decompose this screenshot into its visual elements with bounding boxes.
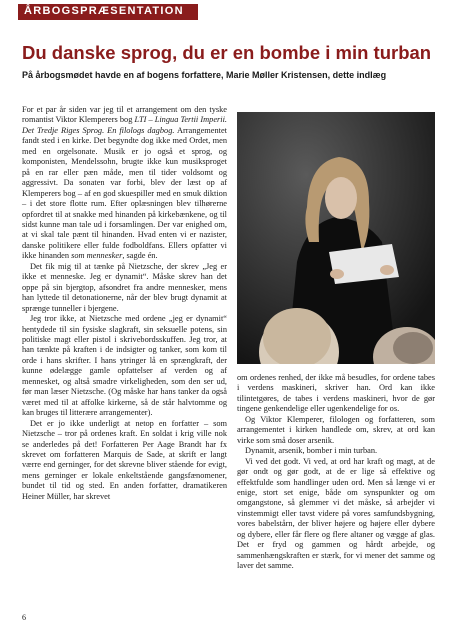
speaker-photo — [237, 112, 435, 364]
paragraph: Jeg tror ikke, at Nietzsche med ordene „jeg er dynamit“ hentydede til sin fysiske slagkraft, sin seksuelle potens, sin politiske magt eller pistol i skrivebordsskuffen. Jeg tror, at han tænkte på kraften i de indsigter og tanker, som kom til orde i hans skrifter. I hans ytringer lå en sprængkraft, der kunne ødelægge gamle opfattelser af verden og af mennesket, og altså smadre virkeligheden, som den ser ud, før man læser Nietzsche. (Og måske har hans tanker da også været med til at affolke kirkerne, så de står halvtomme og kan bruges til litterære arrangementer). — [22, 314, 227, 418]
paragraph: Og Viktor Klemperer, filologen og forfatteren, som arrangementet i kirken handlede om, skrev, at ord kan virke som små doser arsenik. — [237, 414, 435, 445]
paragraph: For et par år siden var jeg til et arrangement om den tyske romantist Viktor Klemperers bog LTI – Lingua Tertii Imperii. Det Tredje Riges Sprog. En filologs dagbog. Arrangementet fandt sted i en kirke. Det begyndte dog ikke med Ordet, men med en orgelsonate. Musik er jo også et sprog, og komponisten, Mendelssohn, brugte ikke kun musiksproget på en rar eller pæn måde, men til tider voldsomt og aggressivt. Da sonaten var forbi, blev der læst op af Klemperers bog – af en god skuespiller med en smuk diktion – i det store flotte rum. Efter oplæsningen blev tilhørerne opfordret til at snakke med hinanden på kirkebænkene, og til sidst kunne man tale ud i forsamlingen. Der var enighed om, at vi skal tale pænt til hinanden. Hvad enten vi er nazister, danske politikere eller fulde fodboldfans. Ellers opfatter vi ikke hinanden som mennesker, sagde én. — [22, 105, 228, 261]
paragraph: Det er jo ikke underligt at netop en forfatter – som Nietzsche – tror på ordenes kraft. En soldat i krig ville nok se anderledes på det! Forfatteren Per Aage Brandt har fx skrevet om forfatteren Marquis de Sade, at skrift er langt værre end gerninger, for det skrevne bliver stående for evigt, mens gerninger er lokale enkeltstående gangsfænomener, bundet til tid og sted. En anden forfatter, dramatikeren Heiner Müller, har skrevet — [22, 418, 227, 501]
body-column-left — [22, 105, 227, 502]
body-column-right — [237, 373, 435, 572]
section-label-band — [18, 4, 198, 20]
paragraph: Vi ved det godt. Vi ved, at ord har kraft og magt, at de gør ondt og gør godt, at de er lige så effektive og effektfulde som handlinger uden ord. Men så længe vi er enige, stort set enige, både om synspunkter og om omgangstone, så glemmer vi det måske, så arbejder vi vinstemmigt eller tavst videre på vores samfundsbygning, vores babelstårn, der bliver højere og højere eller dybere og dybere, eller får flere og flere altaner og vægge af glas. Det er fryd og gammen og hårdt arbejde, og sammenhængskraften er stærk, for vi mener det samme og laver det samme. — [237, 456, 435, 571]
section-label: ÅRBOGSPRÆSENTATION — [24, 5, 184, 17]
article-title: Du danske sprog, du er en bombe i min turban — [22, 42, 432, 63]
page-number: 6 — [22, 613, 26, 622]
article-subtitle: På årbogsmødet havde en af bogens forfattere, Marie Møller Kristensen, dette indlæg — [22, 70, 387, 80]
paragraph: om ordenes renhed, der ikke må besudles, for ordene tabes i verdens maskineri, skriver han. Ord kan ikke tilintetgøres, de tabes i verdens maskineri, hvor de gør tingene genkendelige eller ugenkendelige for os. — [237, 373, 435, 414]
paragraph: Det fik mig til at tænke på Nietzsche, der skrev „Jeg er ikke et menneske. Jeg er dynamit“. Måske skrev han det oppe på sin bjergtop, afsondret fra andre mennesker, mens han lyttede til detonationerne, når der blev brugt dynamit at sprænge tunneller i bjergene. — [22, 261, 227, 313]
paragraph: Dynamit, arsenik, bomber i min turban. — [245, 446, 378, 456]
